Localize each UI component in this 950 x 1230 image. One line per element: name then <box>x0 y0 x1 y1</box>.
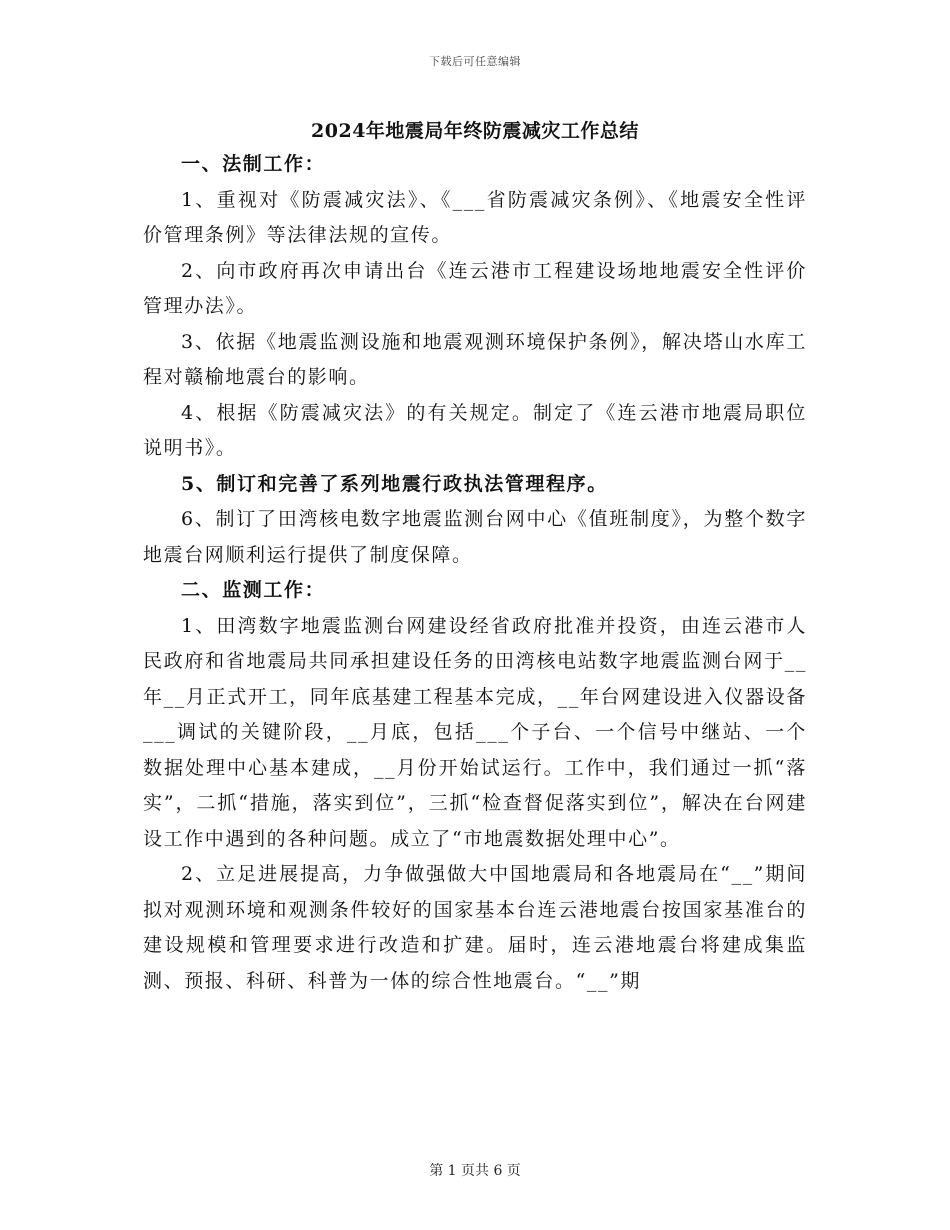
paragraph: 4、根据《防震减灾法》的有关规定。制定了《连云港市地震局职位说明书》。 <box>143 401 807 459</box>
paragraph: 6、制订了田湾核电数字地震监测台网中心《值班制度》，为整个数字地震台网顺利运行提供了制度保障。 <box>143 508 807 566</box>
section-heading-monitoring: 二、监测工作： <box>181 579 326 601</box>
page-header-note: 下载后可任意编辑 <box>429 55 521 68</box>
paragraph: 2、立足进展提高，力争做强做大中国地震局和各地震局在“__”期间拟对观测环境和观测条件较好的国家基本台连云港地震台按国家基准台的建设规模和管理要求进行改造和扩建。届时，连云港地震台将建成集监测、预报、科研、科普为一体的综合性地震台。“__”期 <box>143 863 807 992</box>
page-number: 第 1 页共 6 页 <box>429 1163 521 1179</box>
paragraph: 2、向市政府再次申请出台《连云港市工程建设场地地震安全性评价管理办法》。 <box>143 259 807 317</box>
paragraph: 1、田湾数字地震监测台网建设经省政府批准并投资，由连云港市人民政府和省地震局共同承担建设任务的田湾核电站数字地震监测台网于__年__月正式开工，同年底基建工程基本完成，__年台网建设进入仪器设备___调试的关键阶段，__月底，包括___个子台、一个信号中继站、一个数据处理中心基本建成，__月份开始试运行。工作中，我们通过一抓“落实”，二抓“措施，落实到位”，三抓“检查督促落实到位”，解决在台网建设工作中遇到的各种问题。成立了“市地震数据处理中心”。 <box>143 614 807 850</box>
paragraph: 3、依据《地震监测设施和地震观测环境保护条例》，解决塔山水库工程对赣榆地震台的影响。 <box>143 330 807 388</box>
document-title: 2024年地震局年终防震减灾工作总结 <box>311 120 639 142</box>
section-heading-legal: 一、法制工作： <box>181 153 326 175</box>
paragraph: 1、重视对《防震减灾法》、《___省防震减灾条例》、《地震安全性评价管理条例》等法律法规的宣传。 <box>143 188 807 246</box>
paragraph-bold: 5、制订和完善了系列地震行政执法管理程序。 <box>181 472 608 495</box>
document-body <box>143 147 807 999</box>
